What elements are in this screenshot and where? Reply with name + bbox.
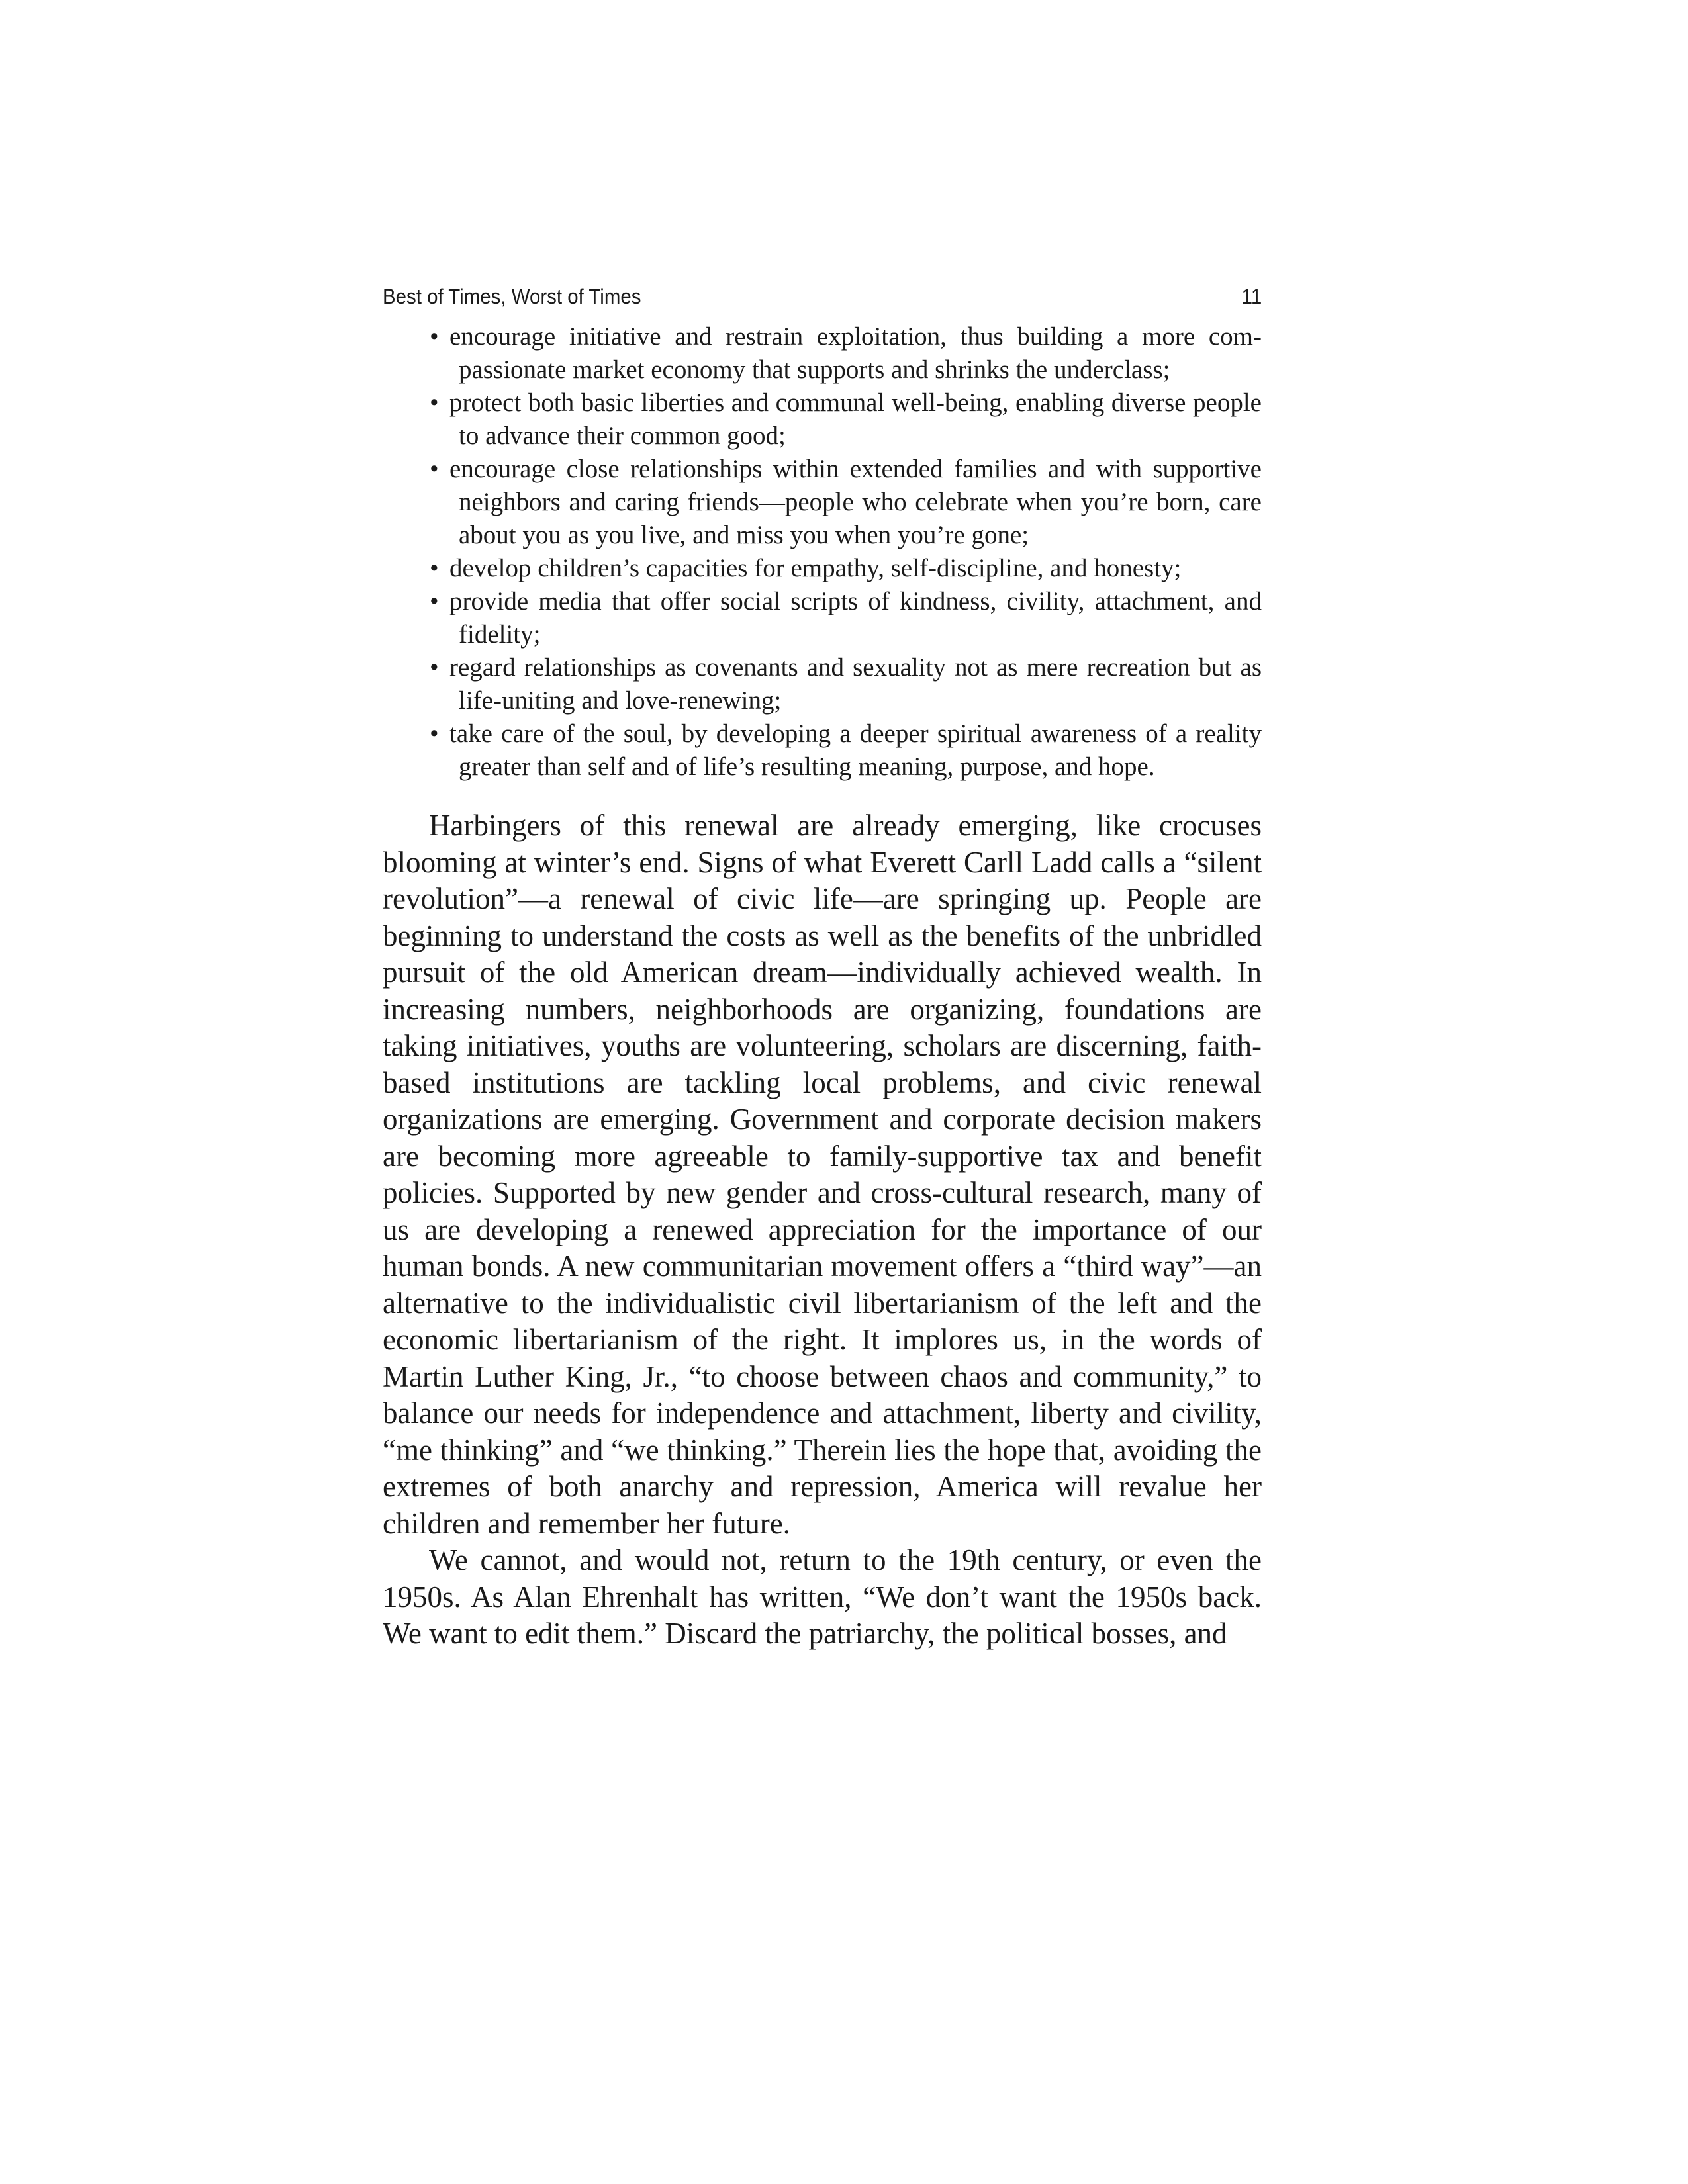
- list-item-text: regard relationships as covenants and sexuality not as mere recreation but as life-uniting and love-renewing;: [449, 653, 1262, 715]
- running-head: [383, 285, 1262, 315]
- list-item: [430, 717, 1262, 784]
- list-item-text: encourage close relationships within extended families and with supportive neighbors and caring friends—people who celebrate when you’re born, care about you as you live, and miss you when you’re gone;: [449, 455, 1262, 549]
- list-item: [430, 585, 1262, 651]
- list-item: [430, 387, 1262, 453]
- bullet-list: [383, 320, 1262, 784]
- list-item: [430, 651, 1262, 717]
- bullet-icon: •: [430, 554, 439, 582]
- list-item: [430, 453, 1262, 552]
- bullet-icon: •: [430, 587, 439, 615]
- page-number: 11: [1241, 285, 1262, 308]
- list-item-text: protect both basic liberties and communal well-being, enabling diverse people to advance their common good;: [449, 388, 1262, 450]
- list-item-text: take care of the soul, by developing a deeper spiritual awareness of a reality greater than self and of life’s resulting meaning, purpose, and hope.: [449, 719, 1262, 781]
- paragraph: Harbingers of this renewal are already emerging, like crocuses blooming at winter’s end. Signs of what Everett Carll Ladd calls a “silent revolution”—a renewal of civic life—are springing up. People are beginning to understand the costs as well as the benefits of the unbridled pursuit of the old American dream—individually achieved wealth. In increasing numbers, neighborhoods are organizing, foundations are taking initiatives, youths are volunteering, scholars are discerning, faith-based institutions are tackling local problems, and civic renewal organizations are emerging. Government and corporate decision makers are becoming more agreeable to family-supportive tax and benefit policies. Supported by new gender and cross-cultural research, many of us are developing a renewed appreciation for the importance of our human bonds. A new communitarian movement offers a “third way”—an alternative to the individualistic civil libertarianism of the left and the economic libertarianism of the right. It implores us, in the words of Martin Luther King, Jr., “to choose between chaos and community,” to balance our needs for independence and attachment, liberty and civility, “me thinking” and “we thinking.” Therein lies the hope that, avoiding the extremes of both anarchy and repression, America will revalue her children and remember her future.: [383, 809, 1262, 1540]
- list-item-text: provide media that offer social scripts of kindness, civility, attachment, and fidelity;: [449, 587, 1262, 649]
- list-item: [430, 320, 1262, 387]
- list-item-text: develop children’s capacities for empathy, self-discipline, and honesty;: [449, 554, 1182, 582]
- bullet-icon: •: [430, 653, 439, 682]
- body-text: [383, 807, 1262, 1653]
- bullet-icon: •: [430, 719, 439, 748]
- bullet-icon: •: [430, 455, 439, 483]
- book-page: [383, 285, 1262, 1653]
- list-item-text: encourage initiative and restrain exploitation, thus building a more compassionate market economy that supports and shrinks the underclass;: [449, 322, 1262, 384]
- paragraph: We cannot, and would not, return to the 19th century, or even the 1950s. As Alan Ehrenhalt has written, “We don’t want the 1950s back. We want to edit them.” Discard the patriarchy, the political bosses, and: [383, 1543, 1262, 1650]
- running-title: Best of Times, Worst of Times: [383, 285, 641, 308]
- bullet-icon: •: [430, 322, 439, 351]
- bullet-icon: •: [430, 388, 439, 417]
- list-item: [430, 552, 1262, 585]
